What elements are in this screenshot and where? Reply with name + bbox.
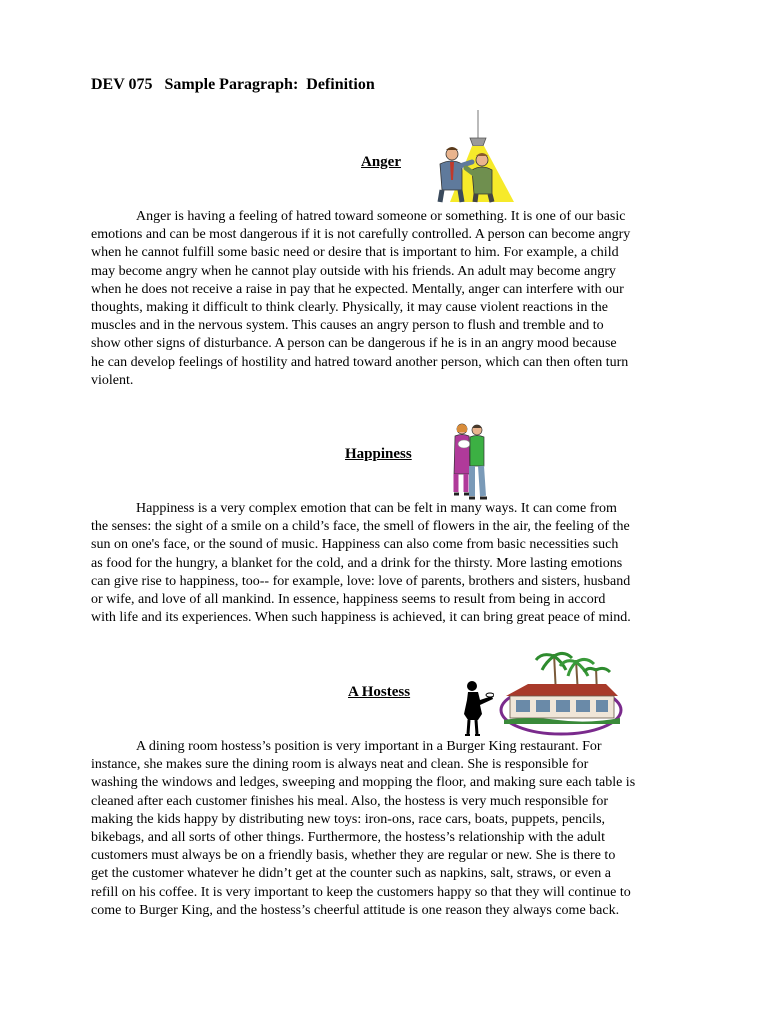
text-line: sun on one's face, or the sound of music. Happiness can also come from basic necessities such	[91, 537, 619, 553]
text-line: refill on his coffee. It is very important to keep the customers happy so that they will continue to	[91, 884, 631, 900]
text-line: instance, she makes sure the dining room is always neat and clean. She is responsible for	[91, 757, 589, 773]
two-men-arguing-under-lamp-icon	[432, 110, 516, 204]
text-line: or wife, and love of all mankind. In essence, happiness seems to result from being in accord	[91, 592, 606, 608]
text-line: making the kids happy by distributing new toys: iron-ons, race cars, boats, puppets, pencils,	[91, 811, 606, 827]
waitress-silhouette-icon	[458, 680, 494, 736]
text-line: A dining room hostess’s position is very important in a Burger King restaurant. For	[136, 739, 602, 754]
text-line: muscles and in the nervous system. This causes an angry person to flush and tremble and to	[91, 318, 604, 334]
paragraph-anger	[91, 208, 691, 390]
text-line: as food for the hungry, a blanket for the cold, and a drink for the thirsty. More lasting emotions	[91, 555, 623, 571]
text-line: come to Burger King, and the hostess’s cheerful attitude is one reason they always come back.	[91, 902, 620, 918]
text-line: show other signs of disturbance. A person can be dangerous if he is in an angry mood because	[91, 336, 617, 352]
paragraph-happiness	[91, 500, 691, 627]
text-line: bikebags, and all sorts of other things. Furthermore, the hostess’s relationship with the adult	[91, 830, 606, 846]
text-line: can give rise to happiness, too-- for example, love: love of parents, brothers and sisters, husband	[91, 573, 631, 589]
section-heading-anger: Anger	[361, 154, 401, 170]
paragraph-hostess	[91, 738, 691, 920]
section-heading-happiness: Happiness	[345, 446, 412, 462]
section-heading-hostess: A Hostess	[348, 684, 411, 700]
text-line: when he cannot fulfill some basic need or desire that is important to him. For example, a child	[91, 245, 619, 261]
text-line: washing the windows and ledges, sweeping and mopping the floor, and making sure each table is	[91, 775, 636, 791]
text-line: emotions and can be most dangerous if it is not carefully controlled. A person can become angry	[91, 227, 631, 243]
text-line: violent.	[91, 372, 134, 388]
text-line: customers must always be on a friendly basis, whether they are regular or new. She is there to	[91, 848, 616, 864]
restaurant-building-icon	[498, 650, 624, 736]
text-line: the senses: the sight of a smile on a child’s face, the smell of flowers in the air, the feeling of the	[91, 519, 630, 535]
text-line: Happiness is a very complex emotion that can be felt in many ways. It can come from	[136, 501, 617, 516]
couple-holding-baby-icon	[450, 422, 490, 500]
text-line: cleaned after each customer finishes his meal. Also, the hostess is very much responsible for	[91, 793, 609, 809]
text-line: Anger is having a feeling of hatred toward someone or something. It is one of our basic	[136, 209, 626, 224]
text-line: get the customer whatever he didn’t get at the counter such as napkins, salt, straws, or even a	[91, 866, 611, 882]
text-line: he can develop feelings of hostility and hatred toward another person, which can then often turn	[91, 354, 629, 370]
text-line: with life and its experiences. When such happiness is achieved, it can bring great peace of mind.	[91, 610, 631, 626]
text-line: when he does not receive a raise in pay that he expected. Mentally, anger can interfere with our	[91, 281, 624, 297]
text-line: may become angry when he cannot play outside with his friends. An adult may become angry	[91, 263, 616, 279]
page-title: DEV 075 Sample Paragraph: Definition	[91, 76, 375, 93]
text-line: thoughts, making it difficult to think clearly. Physically, it may cause violent reactions in the	[91, 300, 608, 316]
